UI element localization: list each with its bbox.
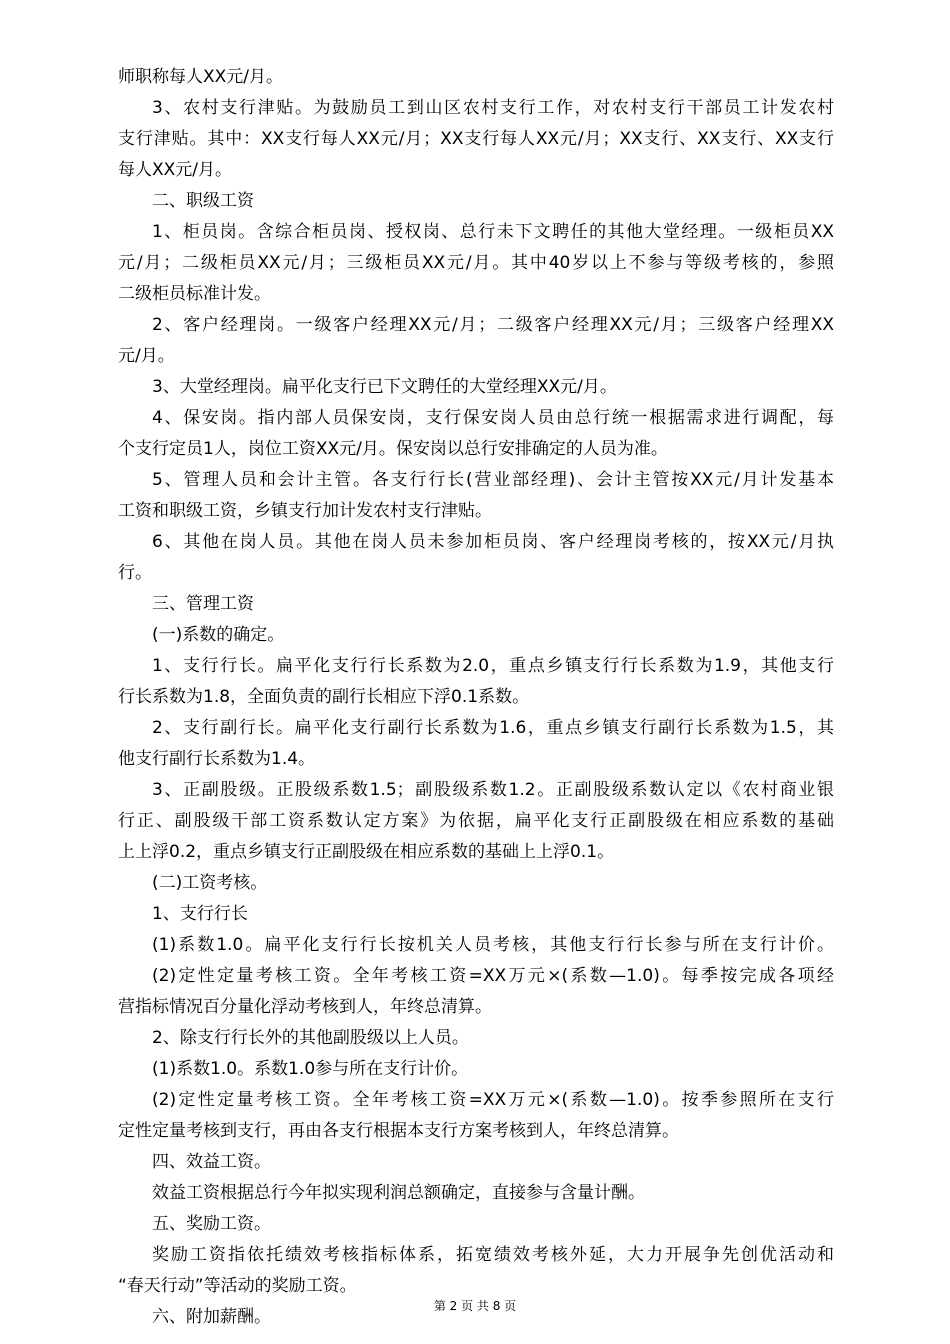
section-heading: 三、管理工资	[152, 594, 254, 614]
text-line: 每人XX元/月。	[118, 160, 233, 180]
text-line: 行正、副股级干部工资系数认定方案》为依据，扁平化支行正副股级在相应系数的基础	[118, 811, 834, 831]
text-line: 二级柜员标准计发。	[118, 284, 271, 304]
subsection-heading: (二)工资考核。	[152, 873, 268, 893]
section-heading: 五、奖励工资。	[152, 1214, 271, 1234]
text-line: 支行津贴。其中：XX支行每人XX元/月；XX支行每人XX元/月；XX支行、XX支行、XX支行	[118, 129, 834, 149]
text-line: 6、其他在岗人员。其他在岗人员未参加柜员岗、客户经理岗考核的，按XX元/月执	[152, 532, 834, 552]
subsection-heading: (一)系数的确定。	[152, 625, 285, 645]
text-line: 效益工资根据总行今年拟实现利润总额确定，直接参与含量计酬。	[152, 1183, 645, 1203]
text-line: (1)系数1.0。扁平化支行行长按机关人员考核，其他支行行长参与所在支行计价。	[152, 935, 834, 955]
text-line: (2)定性定量考核工资。全年考核工资=XX万元×(系数—1.0)。每季按完成各项经	[152, 966, 834, 986]
text-line: 2、除支行行长外的其他副股级以上人员。	[152, 1028, 469, 1048]
text-line: 3、正副股级。正股级系数1.5；副股级系数1.2。正副股级系数认定以《农村商业银	[152, 780, 834, 800]
text-line: 奖励工资指依托绩效考核指标体系，拓宽绩效考核外延，大力开展争先创优活动和	[152, 1245, 834, 1265]
page-number-footer: 第 2 页 共 8 页	[433, 1299, 517, 1313]
text-line: 3、农村支行津贴。为鼓励员工到山区农村支行工作，对农村支行干部员工计发农村	[152, 98, 834, 118]
text-line: 行长系数为1.8，全面负责的副行长相应下浮0.1系数。	[118, 687, 530, 707]
text-line: 1、柜员岗。含综合柜员岗、授权岗、总行未下文聘任的其他大堂经理。一级柜员XX	[152, 222, 834, 242]
text-line: 2、客户经理岗。一级客户经理XX元/月；二级客户经理XX元/月；三级客户经理XX	[152, 315, 834, 335]
section-heading: 六、附加薪酬。	[152, 1307, 271, 1327]
text-line: 1、支行行长。扁平化支行行长系数为2.0，重点乡镇支行行长系数为1.9，其他支行	[152, 656, 834, 676]
text-line: “春天行动”等活动的奖励工资。	[118, 1276, 357, 1296]
text-line: 元/月。	[118, 346, 175, 366]
text-line: 元/月；二级柜员XX元/月；三级柜员XX元/月。其中40岁以上不参与等级考核的，参照	[118, 253, 834, 273]
text-line: 工资和职级工资，乡镇支行加计发农村支行津贴。	[118, 501, 492, 521]
text-line: 营指标情况百分量化浮动考核到人，年终总清算。	[118, 997, 492, 1017]
text-line: 个支行定员1人，岗位工资XX元/月。保安岗以总行安排确定的人员为准。	[118, 439, 668, 459]
section-heading: 二、职级工资	[152, 191, 254, 211]
text-line: 师职称每人XX元/月。	[118, 67, 284, 87]
section-heading: 四、效益工资。	[152, 1152, 271, 1172]
document-body	[118, 62, 834, 1333]
text-line: (1)系数1.0。系数1.0参与所在支行计价。	[152, 1059, 469, 1079]
text-line: 上上浮0.2，重点乡镇支行正副股级在相应系数的基础上上浮0.1。	[118, 842, 615, 862]
text-line: 他支行副行长系数为1.4。	[118, 749, 316, 769]
text-line: 行。	[118, 563, 152, 583]
text-line: (2)定性定量考核工资。全年考核工资=XX万元×(系数—1.0)。按季参照所在支行	[152, 1090, 834, 1110]
text-line: 2、支行副行长。扁平化支行副行长系数为1.6，重点乡镇支行副行长系数为1.5，其	[152, 718, 834, 738]
text-line: 定性定量考核到支行，再由各支行根据本支行方案考核到人，年终总清算。	[118, 1121, 679, 1141]
text-line: 4、保安岗。指内部人员保安岗，支行保安岗人员由总行统一根据需求进行调配，每	[152, 408, 834, 428]
text-line: 5、管理人员和会计主管。各支行行长(营业部经理)、会计主管按XX元/月计发基本	[152, 470, 834, 490]
text-line: 1、支行行长	[152, 904, 248, 924]
text-line: 3、大堂经理岗。扁平化支行已下文聘任的大堂经理XX元/月。	[152, 377, 617, 397]
